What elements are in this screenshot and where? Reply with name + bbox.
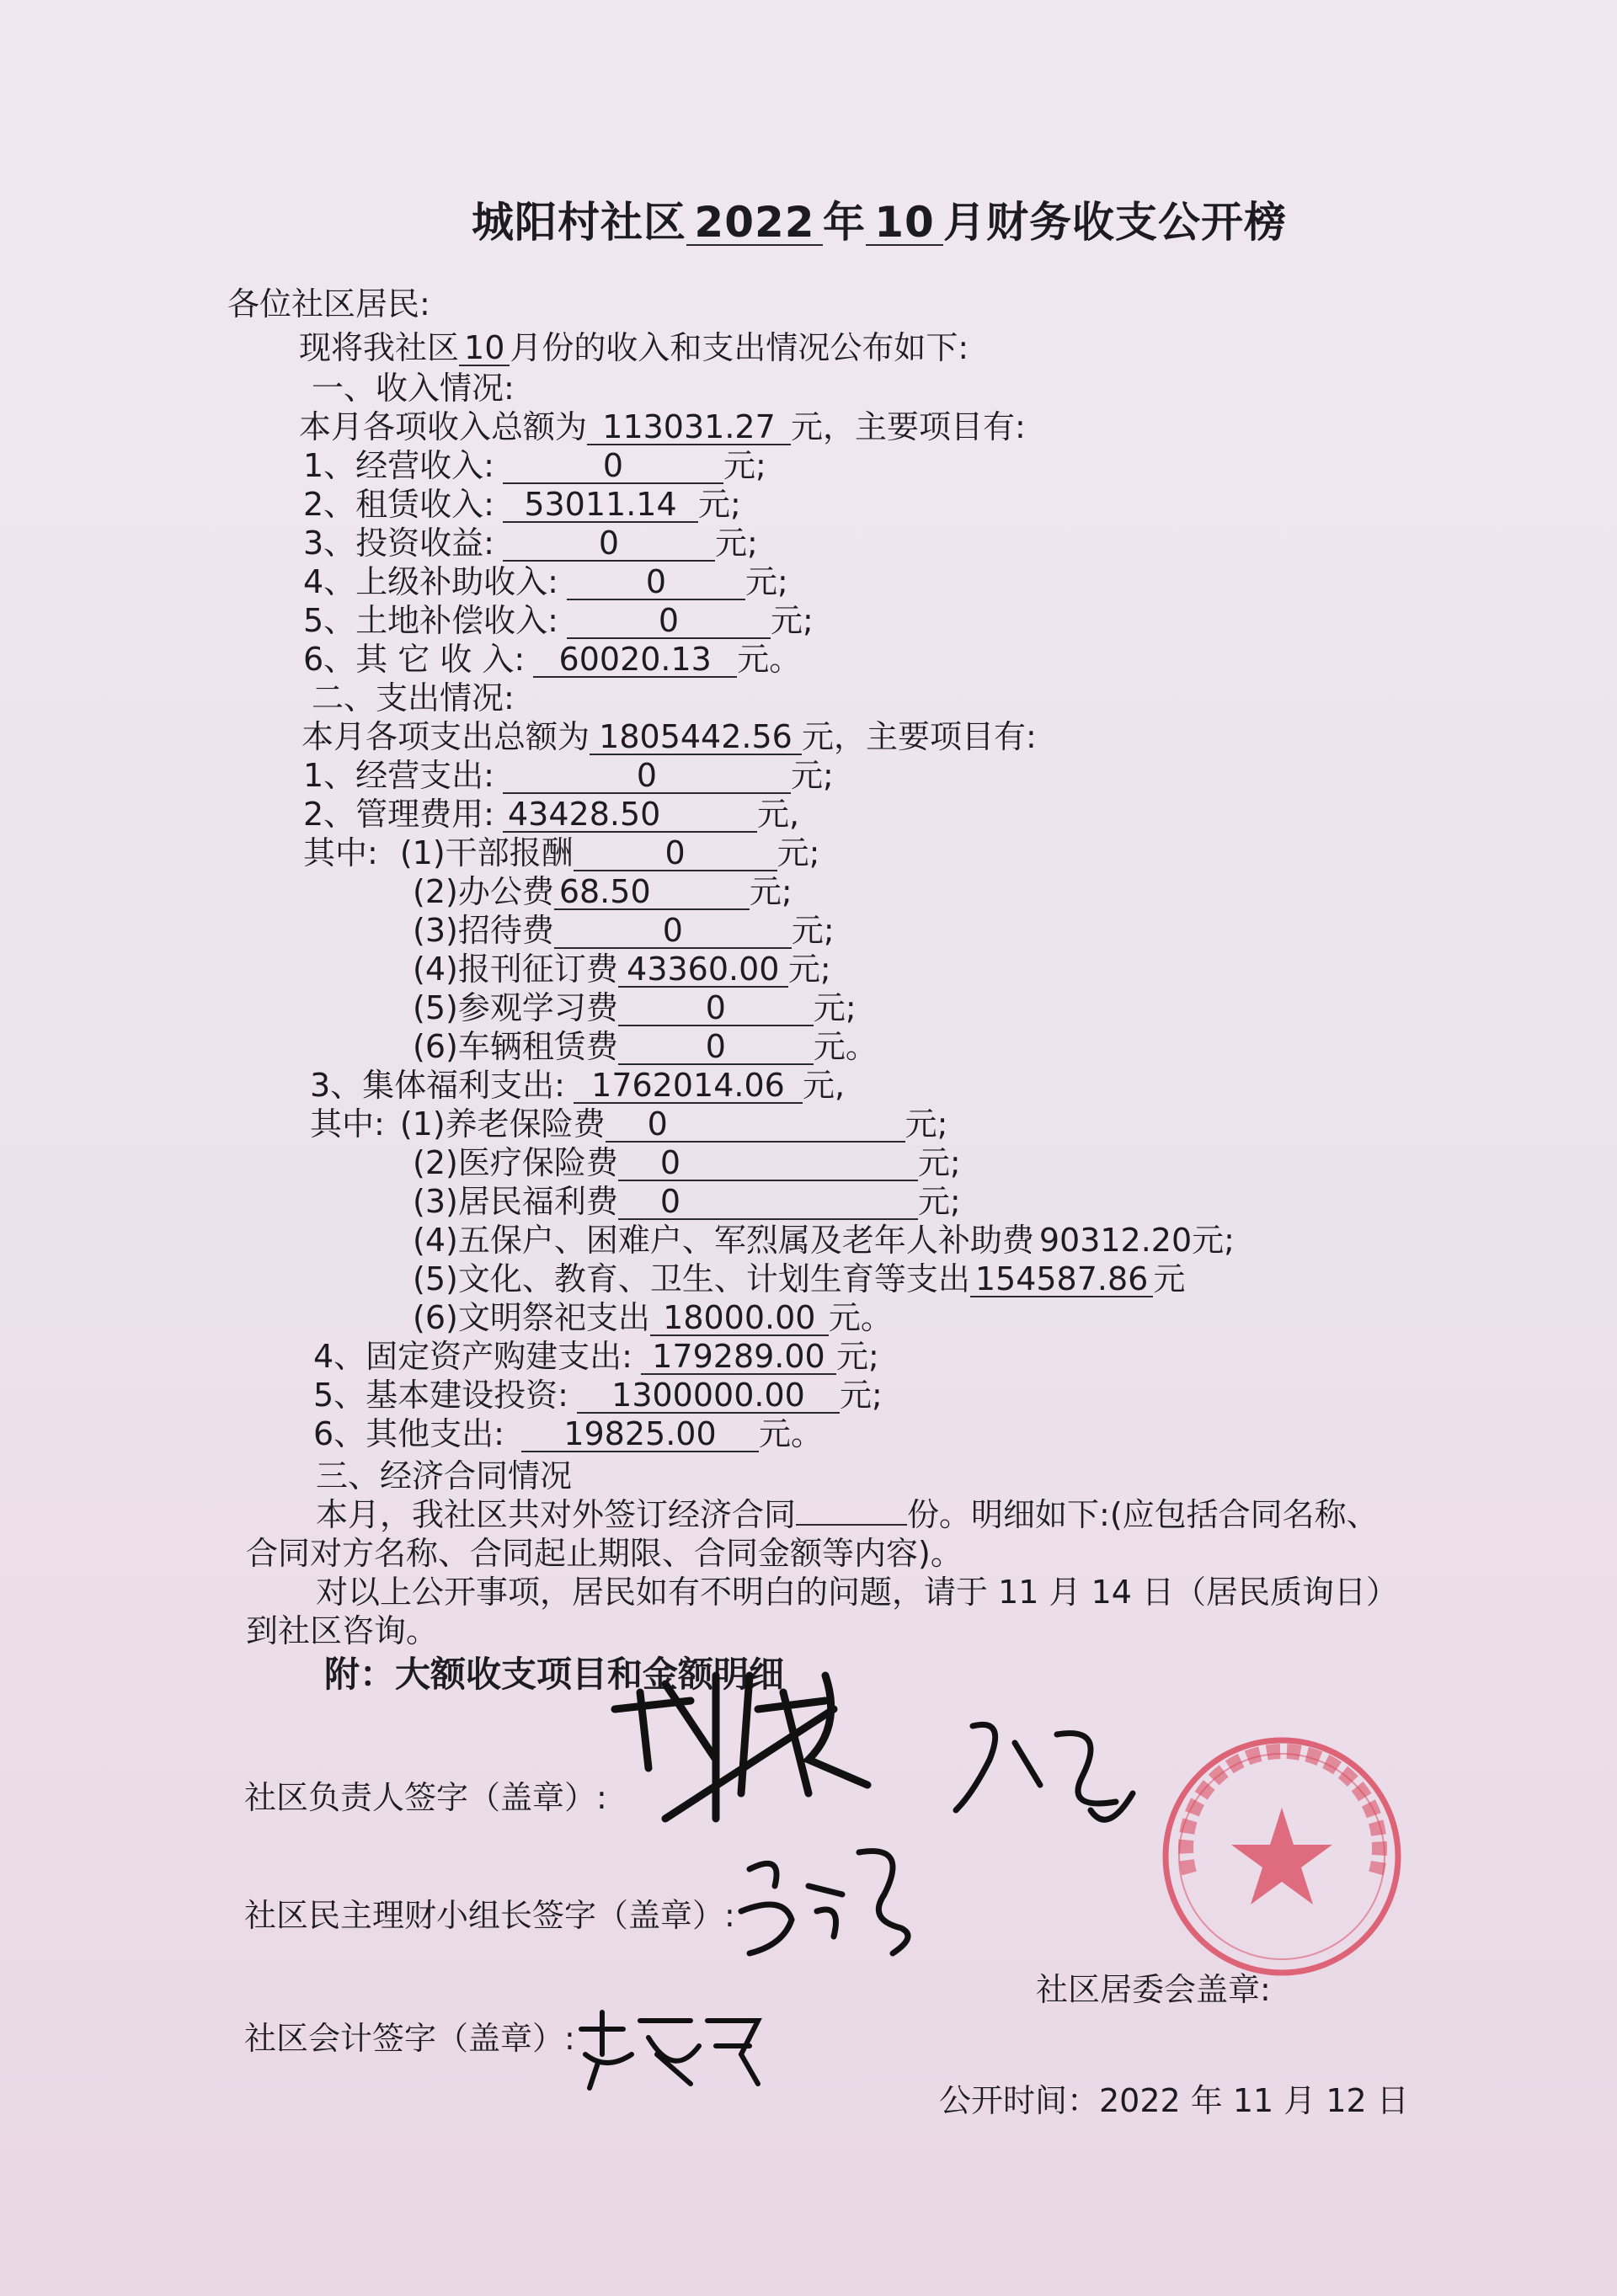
subitem-label: (1)养老保险费 <box>399 1105 606 1143</box>
subitem-label: (3)居民福利费 <box>413 1183 618 1220</box>
accountant-signature-label: 社区会计签字（盖章）: <box>244 2020 575 2057</box>
subitem-label: (3)招待费 <box>413 912 554 949</box>
welfare-subitem <box>413 1182 961 1221</box>
subitem-value: 0 <box>606 1107 905 1143</box>
subitem-label: (2)办公费 <box>413 873 554 910</box>
management-subitem <box>413 988 857 1027</box>
welfare-subitem <box>413 1260 1185 1298</box>
income-item <box>303 562 788 601</box>
subitem-value: 0 <box>618 1146 918 1181</box>
expense-item-label: 2、管理费用: <box>303 796 494 833</box>
second-handwritten-signature <box>939 1709 1141 1844</box>
income-item-unit: 元; <box>697 486 741 523</box>
subitem-label: (5)文化、教育、卫生、计划生育等支出 <box>413 1260 970 1297</box>
finance-group-signature-label: 社区民主理财小组长签字（盖章）: <box>244 1897 735 1934</box>
expense-item-value: 1300000.00 <box>577 1378 840 1414</box>
subitem-value: 0 <box>618 1030 814 1065</box>
contracts-prefix: 本月，我社区共对外签订经济合同 <box>316 1496 797 1533</box>
title-suffix: 月财务收支公开榜 <box>943 198 1287 247</box>
title-prefix: 城阳村社区 <box>472 198 686 247</box>
publish-date: 公开时间：2022 年 11 月 12 日 <box>939 2082 1409 2119</box>
subitem-unit: 元; <box>749 873 792 910</box>
contracts-line1 <box>316 1495 1379 1534</box>
income-item-label: 3、投资收益: <box>303 525 494 562</box>
expense-other <box>313 1414 823 1453</box>
expense-item-label: 1、经营支出: <box>303 757 494 794</box>
subitem-unit: 元; <box>905 1105 948 1143</box>
subitem-unit: 元。 <box>828 1299 893 1336</box>
management-subitem <box>413 950 831 988</box>
expense-management <box>303 795 799 834</box>
expense-item-label: 3、集体福利支出: <box>310 1067 565 1104</box>
management-subitem <box>413 1027 878 1066</box>
expense-item-unit: 元, <box>802 1067 846 1104</box>
contracts-heading: 三、经济合同情况 <box>316 1457 573 1494</box>
subitem-unit: 元; <box>1192 1222 1235 1259</box>
income-item-value: 0 <box>503 526 715 562</box>
subitem-value: 0 <box>574 836 777 871</box>
finance-group-handwritten-signature <box>733 1835 926 1962</box>
contracts-line2: 合同对方名称、合同起止期限、合同金额等内容)。 <box>246 1535 963 1572</box>
title-year: 2022 <box>686 200 823 246</box>
income-item-label: 4、上级补助收入: <box>303 563 558 600</box>
expense-item-label: 6、其他支出: <box>313 1415 504 1452</box>
expense-item-value: 179289.00 <box>641 1340 836 1375</box>
expense-heading: 二、支出情况: <box>312 679 515 717</box>
expense-construction <box>313 1376 883 1414</box>
title-month: 10 <box>866 200 943 246</box>
committee-seal-label: 社区居委会盖章: <box>1036 1971 1271 2008</box>
subitem-value: 43360.00 <box>618 952 788 988</box>
official-red-seal <box>1155 1730 1408 1983</box>
accountant-handwritten-signature <box>573 2004 766 2096</box>
subitem-unit: 元; <box>917 1183 961 1220</box>
intro-line <box>299 328 969 367</box>
welfare-subitem <box>413 1221 1235 1260</box>
expense-item-value: 1762014.06 <box>574 1068 803 1104</box>
expense-total-suffix: 元，主要项目有: <box>802 718 1037 755</box>
management-subitem <box>303 834 819 872</box>
greeting: 各位社区居民: <box>227 285 430 322</box>
expense-item-unit: 元; <box>835 1338 879 1375</box>
income-item-value: 0 <box>567 565 745 600</box>
management-subitem <box>413 911 835 950</box>
expense-total-prefix: 本月各项支出总额为 <box>302 718 590 755</box>
income-heading: 一、收入情况: <box>312 370 515 407</box>
income-total-prefix: 本月各项收入总额为 <box>299 408 588 445</box>
notice-line1: 对以上公开事项，居民如有不明白的问题，请于 11 月 14 日（居民质询日） <box>316 1574 1399 1611</box>
subitem-unit: 元; <box>791 912 835 949</box>
income-item-value: 0 <box>567 604 771 639</box>
expense-total-line <box>302 717 1037 756</box>
income-item <box>303 485 741 524</box>
expense-item-value: 0 <box>503 759 791 794</box>
welfare-subitem <box>310 1105 947 1143</box>
page-title <box>472 197 1287 248</box>
income-total-line <box>299 408 1026 446</box>
income-item-unit: 元; <box>723 447 766 484</box>
subitem-value: 0 <box>554 914 792 949</box>
income-item-unit: 元; <box>714 525 758 562</box>
intro-prefix: 现将我社区 <box>299 329 460 366</box>
notice-line2: 到社区咨询。 <box>246 1612 439 1649</box>
expense-total-value: 1805442.56 <box>590 720 802 755</box>
income-total-suffix: 元，主要项目有: <box>791 408 1026 445</box>
intro-suffix: 月份的收入和支出情况公布如下: <box>510 329 969 366</box>
income-item <box>303 524 758 562</box>
expense-item-value: 19825.00 <box>521 1417 759 1452</box>
expense-item-unit: 元; <box>839 1377 883 1414</box>
subitem-value: 0 <box>618 1185 918 1220</box>
expense-item-unit: 元。 <box>758 1415 823 1452</box>
contracts-suffix: 份。明细如下:(应包括合同名称、 <box>907 1496 1379 1533</box>
expense-welfare <box>310 1066 845 1105</box>
subitem-value: 154587.86 <box>970 1262 1154 1297</box>
expense-item-label: 4、固定资产购建支出: <box>313 1338 632 1375</box>
intro-month: 10 <box>459 331 510 366</box>
expense-item-unit: 元; <box>790 757 834 794</box>
subitem-unit: 元; <box>813 989 857 1026</box>
leader-handwritten-signature <box>590 1659 910 1827</box>
subitem-label: (1)干部报酬 <box>399 834 574 871</box>
income-item-unit: 元; <box>770 602 814 639</box>
income-item <box>303 640 801 679</box>
subitem-value: 0 <box>618 991 814 1026</box>
subitem-value: 18000.00 <box>650 1301 829 1336</box>
management-subitem <box>413 872 792 911</box>
income-item-unit: 元。 <box>737 641 802 678</box>
subitem-value: 68.50 <box>554 875 750 910</box>
subitem-label: (6)车辆租赁费 <box>413 1028 618 1065</box>
welfare-subitem <box>413 1143 961 1182</box>
subitem-unit: 元。 <box>813 1028 878 1065</box>
income-item-label: 5、土地补偿收入: <box>303 602 558 639</box>
expense-fixed-assets <box>313 1337 879 1376</box>
subitem-label: (5)参观学习费 <box>413 989 618 1026</box>
subitem-label: (4)五保户、困难户、军烈属及老年人补助费 <box>413 1222 1034 1259</box>
subitem-label: (2)医疗保险费 <box>413 1144 618 1181</box>
title-year-unit: 年 <box>823 198 866 247</box>
among-label: 其中: <box>303 834 378 871</box>
subitem-unit: 元; <box>917 1144 961 1181</box>
income-item <box>303 601 814 640</box>
income-item-value: 53011.14 <box>503 487 698 523</box>
subitem-unit: 元 <box>1153 1260 1186 1297</box>
income-item-value: 60020.13 <box>533 642 737 678</box>
expense-item-unit: 元, <box>756 796 800 833</box>
income-item-label: 1、经营收入: <box>303 447 494 484</box>
subitem-unit: 元; <box>787 951 831 988</box>
income-item-unit: 元; <box>744 563 788 600</box>
income-item <box>303 446 766 485</box>
income-item-value: 0 <box>503 449 723 484</box>
expense-item-label: 5、基本建设投资: <box>313 1377 568 1414</box>
subitem-label: (4)报刊征订费 <box>413 951 618 988</box>
expense-operating <box>303 756 834 795</box>
income-item-label: 6、其 它 收 入: <box>303 641 526 678</box>
subitem-label: (6)文明祭祀支出 <box>413 1299 650 1336</box>
attachment-line: 附：大额收支项目和金额明细 <box>324 1654 785 1695</box>
expense-item-value: 43428.50 <box>503 797 757 833</box>
welfare-subitem <box>413 1298 893 1337</box>
income-total-value: 113031.27 <box>587 410 791 445</box>
among-label: 其中: <box>310 1105 385 1143</box>
income-item-label: 2、租赁收入: <box>303 486 494 523</box>
subitem-value: 90312.20 <box>1038 1222 1193 1259</box>
leader-signature-label: 社区负责人签字（盖章）: <box>244 1779 607 1816</box>
subitem-unit: 元; <box>776 834 820 871</box>
contracts-count-blank <box>796 1524 907 1526</box>
